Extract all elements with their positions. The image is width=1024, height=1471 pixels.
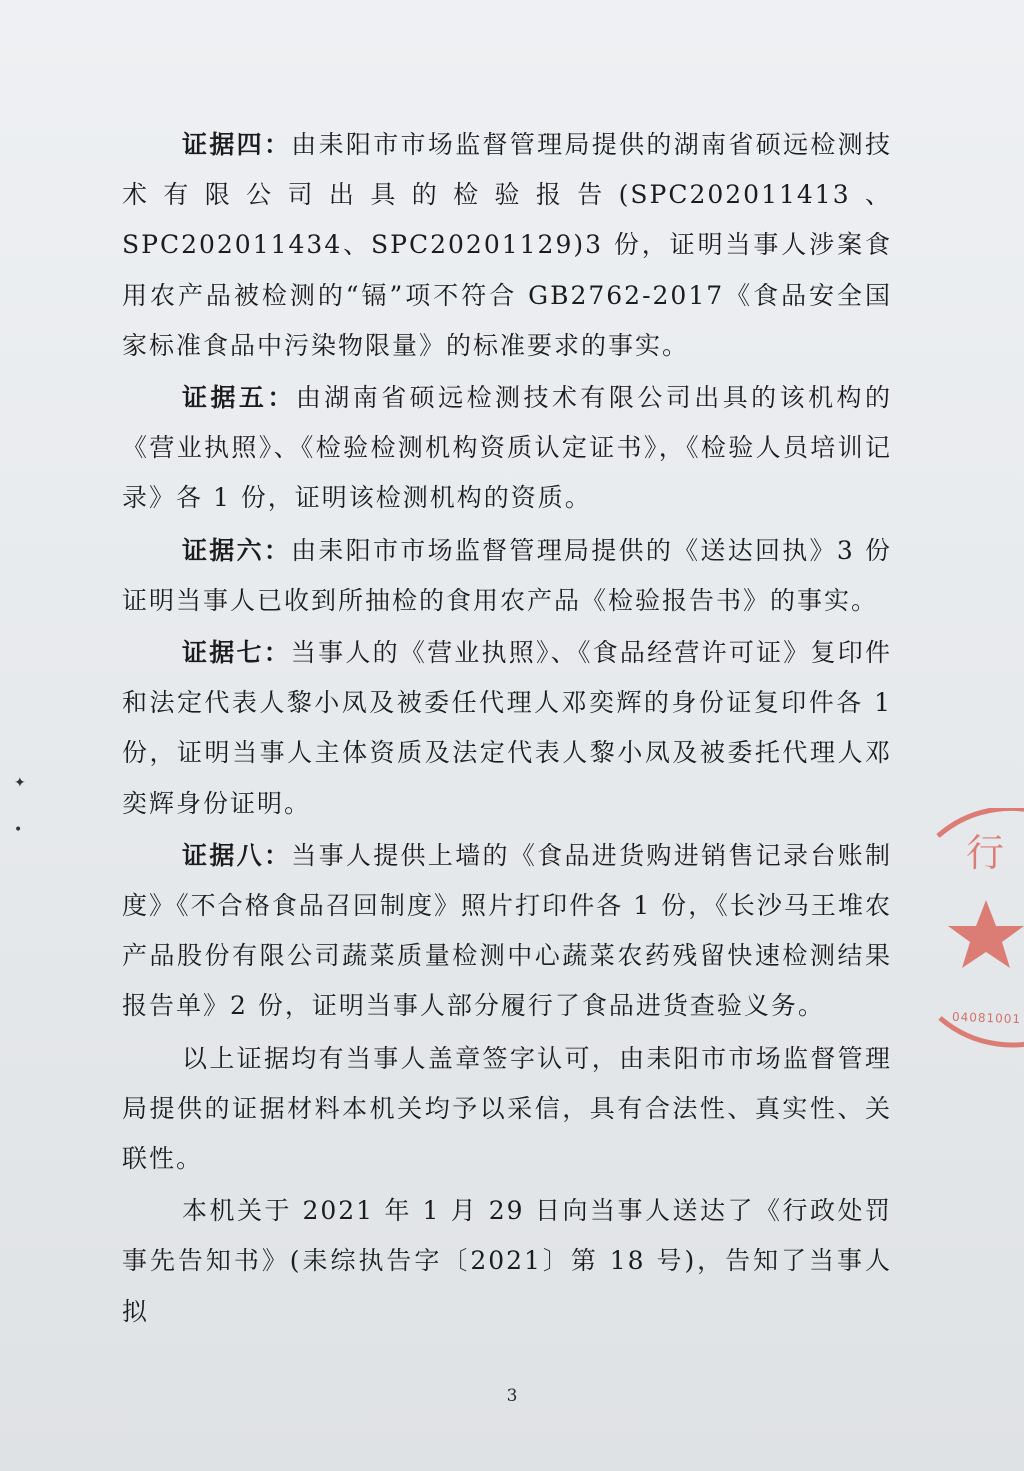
seal-number: 04081001 bbox=[951, 1009, 1022, 1027]
evidence-5-label: 证据五： bbox=[182, 383, 296, 413]
seal-star-icon bbox=[948, 900, 1024, 968]
evidence-5-text: 由湖南省硕远检测技术有限公司出具的该机构的《营业执照》、《检验检测机构资质认定证书》，《检验人员培训记录》各 1 份，证明该检测机构的资质。 bbox=[122, 383, 892, 513]
evidence-4-label: 证据四： bbox=[182, 130, 292, 159]
evidence-7-text: 当事人的《营业执照》、《食品经营许可证》复印件和法定代表人黎小凤及被委任代理人邓奕辉的身份证复印件各 1 份，证明当事人主体资质及法定代表人黎小凤及被委托代理人邓奕辉身份证明。 bbox=[122, 638, 892, 818]
evidence-8-text: 当事人提供上墙的《食品进货购进销售记录台账制度》《不合格食品召回制度》照片打印件各 1 份，《长沙马王堆农产品股份有限公司蔬菜质量检测中心蔬菜农药残留快速检测结果报告单》2 份，证明当事人部分履行了食品进货查验义务。 bbox=[122, 840, 892, 1021]
paragraph-evidence-5 bbox=[122, 373, 892, 524]
paragraph-evidence-4 bbox=[122, 120, 892, 371]
binder-hole-mark: ✦ bbox=[14, 775, 26, 791]
paragraph-evidence-7 bbox=[122, 628, 892, 829]
binder-hole-mark: • bbox=[14, 822, 23, 838]
paragraph-evidence-6 bbox=[122, 526, 892, 626]
paragraph-evidence-8 bbox=[122, 831, 892, 1032]
evidence-4-text: 由耒阳市市场监督管理局提供的湖南省硕远检测技术有限公司出具的检验报告(SPC202011413、SPC202011434、SPC20201129)3 份，证明当事人涉案食用农产品被检测的“镉”项不符合 GB2762-2017《食品安全国家标准食品中污染物限量》的标准要求的事实。 bbox=[122, 130, 892, 360]
notice-text: 本机关于 2021 年 1 月 29 日向当事人送达了《行政处罚事先告知书》(耒综执告字〔2021〕第 18 号)，告知了当事人拟 bbox=[122, 1196, 892, 1326]
paragraph-notice bbox=[122, 1186, 892, 1337]
evidence-6-label: 证据六： bbox=[182, 535, 292, 565]
summary-text: 以上证据均有当事人盖章签字认可，由耒阳市市场监督管理局提供的证据材料本机关均予以采信，具有合法性、真实性、关联性。 bbox=[122, 1043, 892, 1174]
document-body bbox=[122, 120, 892, 1337]
paragraph-evidence-summary bbox=[122, 1034, 892, 1185]
official-seal bbox=[930, 808, 1024, 1058]
evidence-8-label: 证据八： bbox=[182, 840, 292, 870]
page-number: 3 bbox=[506, 1386, 518, 1406]
evidence-6-text: 由耒阳市市场监督管理局提供的《送达回执》3 份证明当事人已收到所抽检的食用农产品《检验报告书》的事实。 bbox=[122, 535, 892, 615]
seal-text: 行 bbox=[966, 831, 1005, 875]
evidence-7-label: 证据七： bbox=[182, 638, 291, 668]
